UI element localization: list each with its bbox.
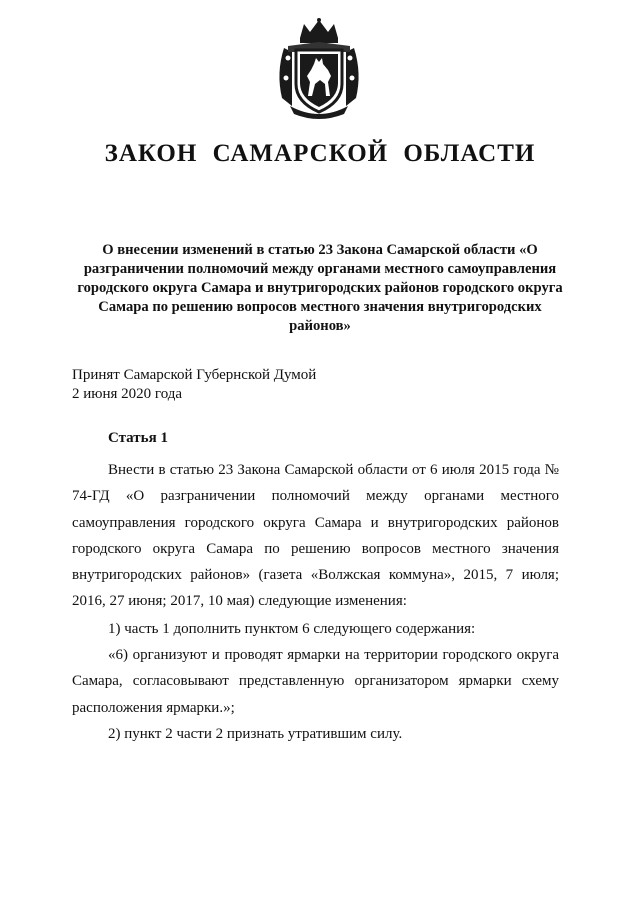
adopted-date: 2 июня 2020 года xyxy=(72,386,183,402)
article-paragraph-intro: Внести в статью 23 Закона Самарской области от 6 июля 2015 года № 74-ГД «О разграничении полномочий между органами местного самоуправления городского округа Самара и внутригородских районов городского округа Самара по решению вопросов местного значения внутригородских районов» (газета «Волжская коммуна», 2015, 7 июля; 2016, 27 июня; 2017, 10 мая) следующие изменения: xyxy=(72,462,559,610)
adopted-by: Принят Самарской Губернской Думой xyxy=(72,367,317,383)
coat-of-arms-icon xyxy=(270,18,368,122)
article-paragraph-quote: «6) организуют и проводят ярмарки на территории городского округа Самара, согласовывают представленную организатором ярмарки схему расположения ярмарки.»; xyxy=(72,647,559,716)
law-subtitle: О внесении изменений в статью 23 Закона Самарской области «О разграничении полномочий между органами местного самоуправления городского округа Самара и внутригородских районов городского округа Самара по решению вопросов местного значения внутригородских районов» xyxy=(77,242,563,334)
article-paragraph-item-2: 2) пункт 2 части 2 признать утратившим силу. xyxy=(108,726,403,742)
adoption-info xyxy=(72,366,316,404)
law-title: ЗАКОН САМАРСКОЙ ОБЛАСТИ xyxy=(104,140,536,167)
article-heading: Статья 1 xyxy=(108,430,168,446)
article-paragraph-item-1: 1) часть 1 дополнить пунктом 6 следующего содержания: xyxy=(108,621,476,637)
